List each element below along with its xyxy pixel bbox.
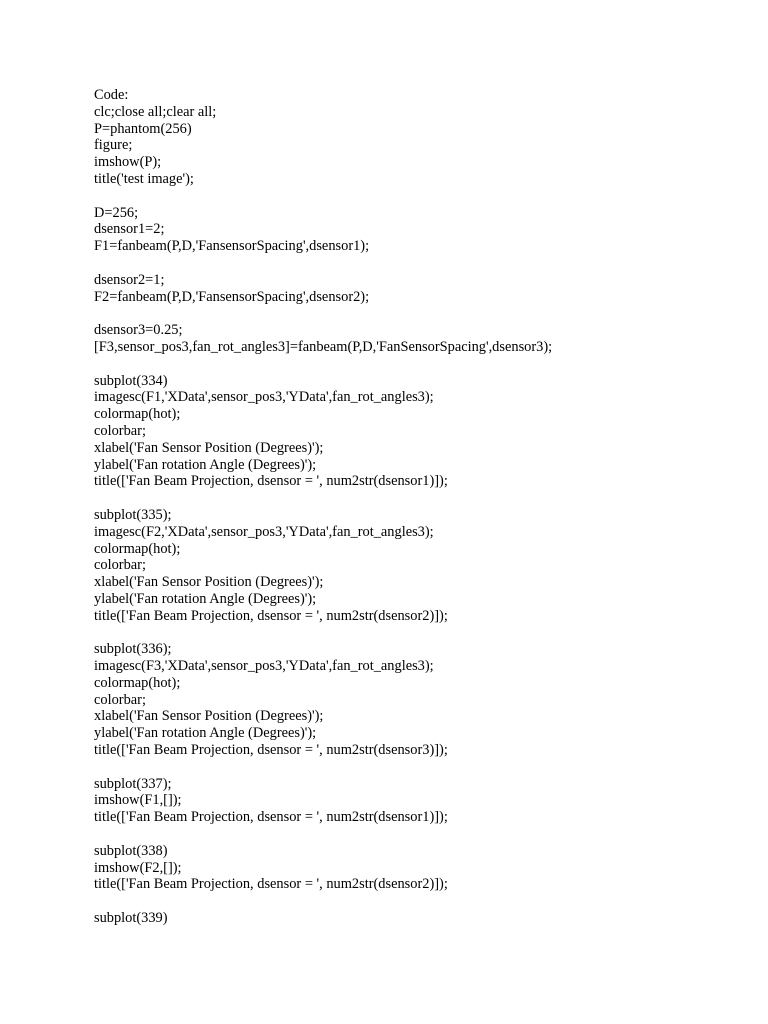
code-line: dsensor3=0.25; [94,322,183,339]
code-line: title(['Fan Beam Projection, dsensor = ', num2str(dsensor2)]); [94,876,448,893]
blank-line [94,893,754,910]
blank-line [94,625,754,642]
code-line: title(['Fan Beam Projection, dsensor = ', num2str(dsensor3)]); [94,742,448,759]
blank-line [94,255,754,272]
code-line: title(['Fan Beam Projection, dsensor = ', num2str(dsensor1)]); [94,809,448,826]
code-line: colormap(hot); [94,674,181,691]
code-line: subplot(336); [94,641,172,658]
blank-line [94,490,754,507]
code-line: imshow(F1,[]); [94,792,182,809]
code-line: ylabel('Fan rotation Angle (Degrees)'); [94,725,317,742]
code-listing [94,87,754,927]
code-line: imagesc(F2,'XData',sensor_pos3,'YData',fan_rot_angles3); [94,523,434,540]
code-line: imshow(F2,[]); [94,859,182,876]
code-line: subplot(339) [94,910,168,927]
code-line: D=256; [94,204,139,221]
code-line: subplot(335); [94,506,172,523]
code-line: figure; [94,137,133,154]
code-line: colorbar; [94,691,146,708]
code-line: xlabel('Fan Sensor Position (Degrees)'); [94,708,324,725]
code-line: imshow(P); [94,154,162,171]
code-line: title(['Fan Beam Projection, dsensor = ', num2str(dsensor2)]); [94,607,448,624]
code-line: imagesc(F3,'XData',sensor_pos3,'YData',fan_rot_angles3); [94,658,434,675]
blank-line [94,826,754,843]
code-line: title('test image'); [94,170,194,187]
code-line: dsensor2=1; [94,271,165,288]
code-line: F2=fanbeam(P,D,'FansensorSpacing',dsensor2); [94,288,370,305]
code-line: [F3,sensor_pos3,fan_rot_angles3]=fanbeam(P,D,'FanSensorSpacing',dsensor3); [94,338,553,355]
code-line: colorbar; [94,422,146,439]
code-line: P=phantom(256) [94,120,192,137]
code-line: ylabel('Fan rotation Angle (Degrees)'); [94,456,317,473]
blank-line [94,356,754,373]
code-line: colormap(hot); [94,540,181,557]
code-line: colormap(hot); [94,406,181,423]
blank-line [94,188,754,205]
code-line: dsensor1=2; [94,221,165,238]
code-line: xlabel('Fan Sensor Position (Degrees)'); [94,439,324,456]
code-line: F1=fanbeam(P,D,'FansensorSpacing',dsensor1); [94,238,370,255]
code-line: clc;close all;clear all; [94,103,217,120]
code-line: title(['Fan Beam Projection, dsensor = ', num2str(dsensor1)]); [94,473,448,490]
code-line: subplot(337); [94,775,172,792]
code-line: subplot(334) [94,372,168,389]
code-line: colorbar; [94,557,146,574]
code-line: xlabel('Fan Sensor Position (Degrees)'); [94,574,324,591]
code-line: ylabel('Fan rotation Angle (Degrees)'); [94,590,317,607]
blank-line [94,759,754,776]
code-line: Code: [94,87,129,103]
blank-line [94,305,754,322]
code-line: imagesc(F1,'XData',sensor_pos3,'YData',fan_rot_angles3); [94,389,434,406]
code-line: subplot(338) [94,842,168,859]
